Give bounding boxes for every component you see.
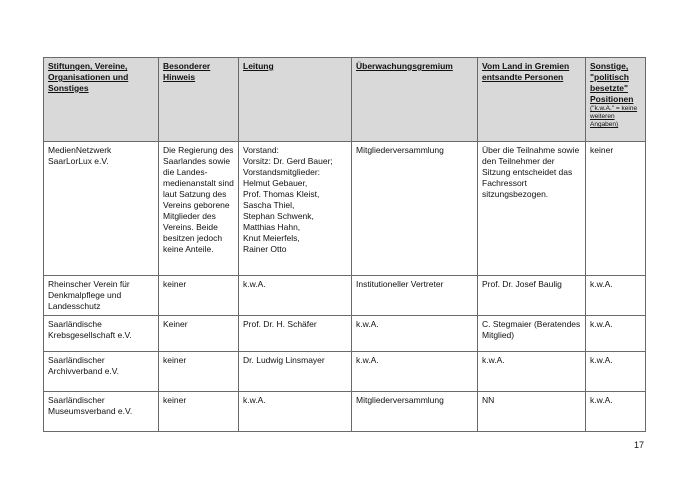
cell-entsandte: NN: [478, 392, 586, 432]
organisations-table: [43, 57, 646, 432]
leitung-line: Helmut Gebauer,: [243, 178, 308, 188]
cell-organisation: Rheinscher Verein für Denkmalpflege und Landesschutz: [44, 276, 159, 316]
header-entsandte: Vom Land in Gremien entsandte Personen: [478, 58, 586, 142]
cell-leitung: Prof. Dr. H. Schäfer: [239, 316, 352, 352]
cell-gremium: Institutioneller Vertreter: [352, 276, 478, 316]
cell-organisation: Saarländischer Archivverband e.V.: [44, 352, 159, 392]
cell-hinweis: Die Regierung des Saarlandes sowie die Landes-medienanstalt sind laut Satzung des Vereins geborene Mitglieder des Vereins. Beide besitzen jedoch keine Anteile.: [159, 142, 239, 276]
leitung-line: Vorsitz: Dr. Gerd Bauer;: [243, 156, 333, 166]
leitung-line: Matthias Hahn,: [243, 222, 301, 232]
cell-entsandte: Prof. Dr. Josef Baulig: [478, 276, 586, 316]
leitung-line: Vorstand:: [243, 145, 279, 155]
cell-leitung: k.w.A.: [239, 392, 352, 432]
cell-sonstige: k.w.A.: [586, 352, 646, 392]
cell-entsandte: C. Stegmaier (Beratendes Mitglied): [478, 316, 586, 352]
cell-sonstige: keiner: [586, 142, 646, 276]
cell-hinweis: keiner: [159, 352, 239, 392]
table-row: [44, 352, 646, 392]
cell-leitung: Dr. Ludwig Linsmayer: [239, 352, 352, 392]
cell-leitung: k.w.A.: [239, 276, 352, 316]
header-leitung: Leitung: [239, 58, 352, 142]
cell-entsandte: Über die Teilnahme sowie den Teilnehmer der Sitzung entscheidet das Fachressort sitzungsbezogen.: [478, 142, 586, 276]
table-row: [44, 276, 646, 316]
cell-gremium: Mitgliederversammlung: [352, 142, 478, 276]
page-number: 17: [633, 440, 644, 450]
cell-sonstige: k.w.A.: [586, 316, 646, 352]
header-sonstige-note: ("k.w.A." = keine weiteren Angaben): [590, 105, 638, 128]
cell-organisation: Saarländische Krebsgesellschaft e.V.: [44, 316, 159, 352]
header-gremium: Überwachungsgremium: [352, 58, 478, 142]
leitung-line: Knut Meierfels,: [243, 233, 300, 243]
cell-entsandte: k.w.A.: [478, 352, 586, 392]
cell-leitung: [239, 142, 352, 276]
header-organisation: Stiftungen, Vereine, Organisationen und Sonstiges: [44, 58, 159, 142]
leitung-line: Rainer Otto: [243, 244, 287, 254]
cell-hinweis: Keiner: [159, 316, 239, 352]
cell-gremium: k.w.A.: [352, 316, 478, 352]
cell-gremium: Mitgliederversammlung: [352, 392, 478, 432]
header-sonstige: [586, 58, 646, 142]
leitung-line: Prof. Thomas Kleist,: [243, 189, 320, 199]
leitung-line: Stephan Schwenk,: [243, 211, 314, 221]
cell-sonstige: k.w.A.: [586, 392, 646, 432]
table-header-row: [44, 58, 646, 142]
cell-organisation: Saarländischer Museumsverband e.V.: [44, 392, 159, 432]
table-row: [44, 392, 646, 432]
cell-hinweis: keiner: [159, 392, 239, 432]
cell-gremium: k.w.A.: [352, 352, 478, 392]
cell-sonstige: k.w.A.: [586, 276, 646, 316]
header-sonstige-label: Sonstige, "politisch besetzte" Positionen: [590, 61, 634, 104]
header-hinweis: Besonderer Hinweis: [159, 58, 239, 142]
table-row: [44, 142, 646, 276]
cell-organisation: MedienNetzwerk SaarLorLux e.V.: [44, 142, 159, 276]
cell-hinweis: keiner: [159, 276, 239, 316]
table-row: [44, 316, 646, 352]
leitung-line: Sascha Thiel,: [243, 200, 295, 210]
leitung-line: Vorstandsmitglieder:: [243, 167, 321, 177]
